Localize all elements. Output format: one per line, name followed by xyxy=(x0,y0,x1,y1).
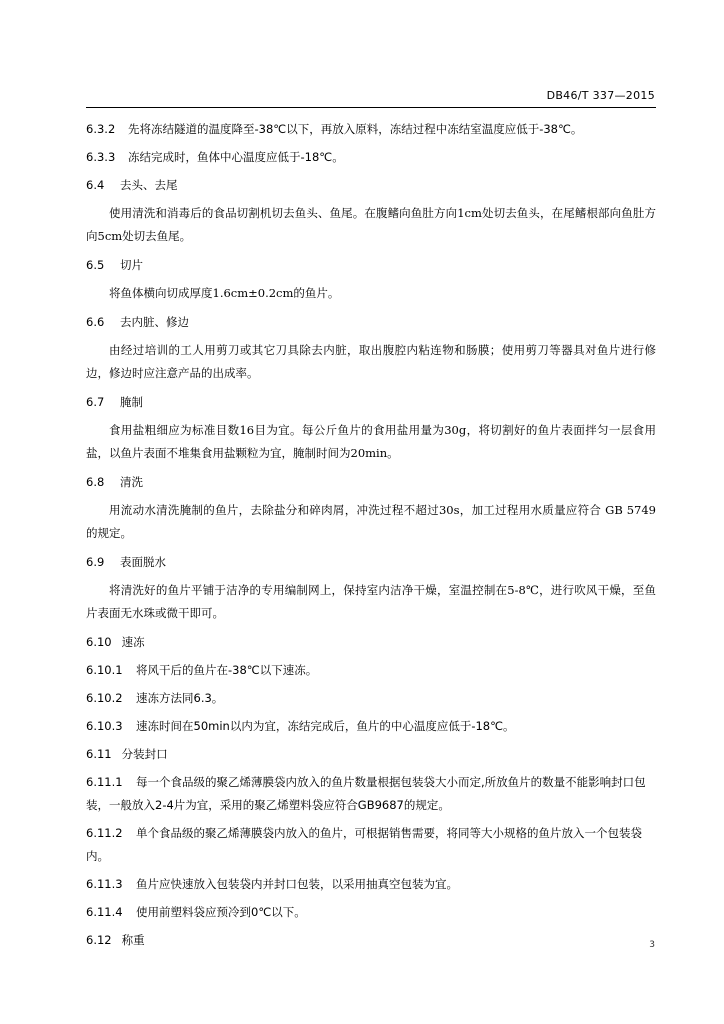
section-heading-6-10-2 xyxy=(86,687,656,710)
paragraph-6-6: 由经过培训的工人用剪刀或其它刀具除去内脏，取出腹腔内粘连物和肠膜；使用剪刀等器具对鱼片进行修边，修边时应注意产品的出成率。 xyxy=(86,343,656,380)
section-heading-6-11-4 xyxy=(86,901,656,924)
section-title: 表面脱水 xyxy=(120,555,166,569)
section-heading-6-5 xyxy=(86,254,656,277)
paragraph-6-8: 用流动水清洗腌制的鱼片，去除盐分和碎肉屑，冲洗过程不超过30s，加工过程用水质量应符合 GB 5749 的规定。 xyxy=(86,503,656,540)
section-heading-6-3-3 xyxy=(86,146,656,169)
section-heading-6-6 xyxy=(86,311,656,334)
paragraph-6-9: 将清洗好的鱼片平铺于洁净的专用编制网上，保持室内洁净干燥，室温控制在5-8℃，进行吹风干燥，至鱼片表面无水珠或微干即可。 xyxy=(86,583,656,620)
section-number: 6.10.1 xyxy=(86,663,123,677)
section-heading-6-10-1 xyxy=(86,659,656,682)
section-heading-6-10-3 xyxy=(86,715,656,738)
section-heading-6-9 xyxy=(86,551,656,574)
section-text: 先将冻结隧道的温度降至-38℃以下，再放入原料，冻结过程中冻结室温度应低于-38℃。 xyxy=(128,122,583,136)
section-number: 6.11.1 xyxy=(86,775,123,789)
section-heading-6-10 xyxy=(86,631,656,654)
paragraph-6-7: 食用盐粗细应为标准目数16目为宜。每公斤鱼片的食用盐用量为30g，将切割好的鱼片表面拌匀一层食用盐，以鱼片表面不堆集食用盐颗粒为宜，腌制时间为20min。 xyxy=(86,423,656,460)
section-number: 6.12 xyxy=(86,933,112,947)
section-text: 冻结完成时，鱼体中心温度应低于-18℃。 xyxy=(128,150,344,164)
section-heading-6-11-1 xyxy=(86,771,656,817)
section-heading-6-11-3 xyxy=(86,873,656,896)
section-number: 6.10.2 xyxy=(86,691,123,705)
section-text: 鱼片应快速放入包装袋内并封口包装，以采用抽真空包装为宜。 xyxy=(136,877,458,891)
section-number: 6.3.2 xyxy=(86,122,116,136)
section-number: 6.7 xyxy=(86,395,105,409)
section-number: 6.10 xyxy=(86,635,112,649)
section-heading-6-4 xyxy=(86,174,656,197)
section-title: 清洗 xyxy=(120,475,143,489)
section-number: 6.4 xyxy=(86,178,105,192)
section-text: 使用前塑料袋应预冷到0℃以下。 xyxy=(136,905,306,919)
section-number: 6.11.2 xyxy=(86,826,123,840)
section-heading-6-8 xyxy=(86,471,656,494)
section-title: 腌制 xyxy=(120,395,143,409)
section-heading-6-7 xyxy=(86,391,656,414)
section-title: 切片 xyxy=(120,258,143,272)
paragraph-6-5: 将鱼体横向切成厚度1.6cm±0.2cm的鱼片。 xyxy=(109,286,340,300)
section-title: 去头、去尾 xyxy=(120,178,178,192)
document-code: DB46/T 337—2015 xyxy=(546,89,655,102)
page-number: 3 xyxy=(649,940,655,950)
section-number: 6.5 xyxy=(86,258,105,272)
section-number: 6.9 xyxy=(86,555,105,569)
paragraph-6-4: 使用清洗和消毒后的食品切割机切去鱼头、鱼尾。在腹鳍向鱼肚方向1cm处切去鱼头，在尾鳍根部向鱼肚方向5cm处切去鱼尾。 xyxy=(86,206,656,243)
section-text: 将风干后的鱼片在-38℃以下速冻。 xyxy=(136,663,318,677)
section-number: 6.11.3 xyxy=(86,877,123,891)
section-title: 称重 xyxy=(121,933,145,947)
section-text: 单个食品级的聚乙烯薄膜袋内放入的鱼片，可根据销售需要，将同等大小规格的鱼片放入一个包装袋内。 xyxy=(86,826,642,863)
section-text: 速冻方法同6.3。 xyxy=(136,691,224,705)
header-divider xyxy=(86,107,656,108)
section-heading-6-11 xyxy=(86,743,656,766)
section-number: 6.8 xyxy=(86,475,105,489)
section-heading-6-3-2 xyxy=(86,118,656,141)
section-number: 6.11 xyxy=(86,747,112,761)
section-number: 6.11.4 xyxy=(86,905,123,919)
section-text: 每一个食品级的聚乙烯薄膜袋内放入的鱼片数量根据包装袋大小而定,所放鱼片的数量不能影响封口包装，一般放入2-4片为宜，采用的聚乙烯塑料袋应符合GB9687的规定。 xyxy=(86,775,646,812)
section-number: 6.10.3 xyxy=(86,719,123,733)
section-text: 速冻时间在50min以内为宜，冻结完成后，鱼片的中心温度应低于-18℃。 xyxy=(136,719,515,733)
section-title: 分装封口 xyxy=(121,747,168,761)
section-number: 6.3.3 xyxy=(86,150,116,164)
section-title: 速冻 xyxy=(121,635,145,649)
document-body xyxy=(86,118,656,957)
section-heading-6-11-2 xyxy=(86,822,656,868)
section-title: 去内脏、修边 xyxy=(120,315,189,329)
section-heading-6-12 xyxy=(86,929,656,952)
section-number: 6.6 xyxy=(86,315,105,329)
